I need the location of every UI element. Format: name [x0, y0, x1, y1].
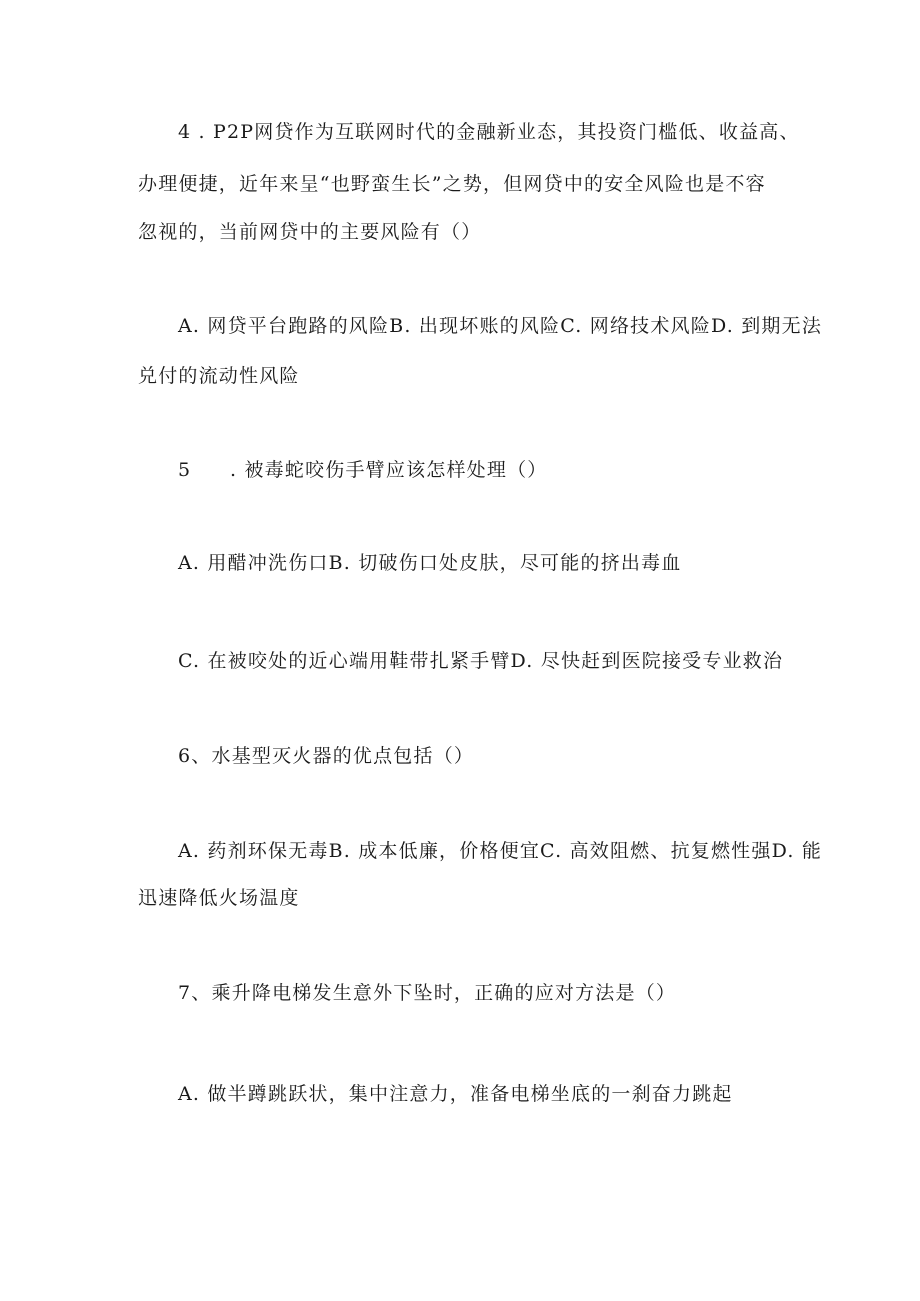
- question-4-line-3: 忽视的，当前网贷中的主要风险有（）: [138, 221, 482, 243]
- question-5-options-line-2: C. 在被咬处的近心端用鞋带扎紧手臂D. 尽快赶到医院接受专业救治: [178, 650, 784, 672]
- question-4-line-1: 4 . P2P网贷作为互联网时代的金融新业态，其投资门槛低、收益高、: [178, 121, 800, 143]
- question-5-text: . 被毒蛇咬伤手臂应该怎样处理（）: [230, 459, 548, 481]
- question-6-options-line-2: 迅速降低火场温度: [138, 887, 300, 909]
- question-4-line-2: 办理便捷，近年来呈“也野蛮生长”之势，但网贷中的安全风险也是不容: [138, 173, 766, 195]
- question-7-text: 7、乘升降电梯发生意外下坠时，正确的应对方法是（）: [178, 982, 677, 1004]
- question-6-options-line-1: A. 药剂环保无毒B. 成本低廉，价格便宜C. 高效阻燃、抗复燃性强D. 能: [178, 840, 823, 862]
- question-7-options-line-1: A. 做半蹲跳跃状，集中注意力，准备电梯坐底的一刹奋力跳起: [178, 1083, 733, 1105]
- question-4-options-line-1: A. 网贷平台跑路的风险B. 出现坏账的风险C. 网络技术风险D. 到期无法: [178, 315, 823, 337]
- question-5-options-line-1: A. 用醋冲洗伤口B. 切破伤口处皮肤，尽可能的挤出毒血: [178, 552, 682, 574]
- question-4-options-line-2: 兑付的流动性风险: [138, 365, 300, 387]
- question-6-text: 6、水基型灭火器的优点包括（）: [178, 745, 475, 767]
- question-5-number: 5: [178, 459, 191, 481]
